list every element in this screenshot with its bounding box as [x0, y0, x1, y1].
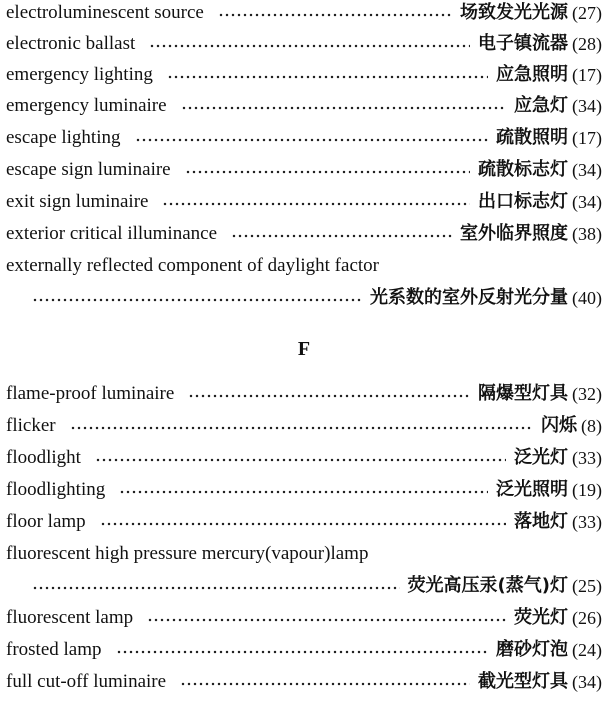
entry-chinese: 磨砂灯泡: [496, 639, 568, 660]
dot-leader: [185, 170, 470, 174]
entry-page: (32): [572, 384, 602, 404]
dot-leader: [147, 618, 506, 622]
dot-leader: [149, 44, 470, 48]
dot-leader: [95, 458, 506, 462]
entry-term: flame-proof luminaire: [6, 383, 175, 404]
dot-leader: [32, 298, 362, 302]
entry-page: (34): [572, 96, 602, 116]
entry-page: (33): [572, 512, 602, 532]
entry-chinese: 室外临界照度: [460, 223, 568, 244]
entry-chinese: 荧光灯: [514, 607, 568, 628]
entry-term: exit sign luminaire: [6, 191, 149, 212]
entry-page: (34): [572, 160, 602, 180]
glossary-entry: [6, 381, 602, 407]
entry-chinese: 应急照明: [496, 64, 568, 85]
entry-page: (19): [572, 480, 602, 500]
entry-page: (17): [572, 128, 602, 148]
glossary-entry-continuation: [32, 285, 602, 311]
entry-page: (17): [572, 65, 602, 85]
glossary-entry-continuation: [32, 573, 602, 599]
entry-chinese: 截光型灯具: [478, 671, 568, 692]
dot-leader: [32, 586, 400, 590]
glossary-entry: [6, 189, 602, 215]
entry-term: escape sign luminaire: [6, 159, 171, 180]
glossary-entry: [6, 157, 602, 183]
dot-leader: [180, 682, 470, 686]
entry-page: (28): [572, 34, 602, 54]
glossary-entry: [6, 0, 602, 26]
dot-leader: [167, 75, 488, 79]
entry-term: fluorescent high pressure mercury(vapour)lamp: [6, 543, 369, 564]
entry-page: (38): [572, 224, 602, 244]
dot-leader: [162, 202, 470, 206]
dot-leader: [218, 13, 452, 17]
entry-page: (34): [572, 192, 602, 212]
entry-page: (33): [572, 448, 602, 468]
entry-chinese: 出口标志灯: [478, 191, 568, 212]
glossary-entry: [6, 669, 602, 695]
dot-leader: [100, 522, 506, 526]
glossary-entry: [6, 31, 602, 57]
entry-term: frosted lamp: [6, 639, 102, 660]
dot-leader: [188, 394, 470, 398]
entry-term: electroluminescent source: [6, 2, 204, 23]
entry-term: floodlighting: [6, 479, 106, 500]
entry-chinese: 闪烁: [541, 415, 577, 436]
dot-leader: [181, 106, 506, 110]
entry-term: escape lighting: [6, 127, 121, 148]
entry-chinese: 疏散标志灯: [478, 159, 568, 180]
glossary-entry: [6, 605, 602, 631]
entry-page: (24): [572, 640, 602, 660]
glossary-entry: [6, 477, 602, 503]
glossary-entry: [6, 221, 602, 247]
entry-chinese: 荧光高压汞(蒸气)灯: [407, 575, 568, 596]
dot-leader: [231, 234, 452, 238]
entry-term: floor lamp: [6, 511, 86, 532]
entry-term: flicker: [6, 415, 56, 436]
glossary-entry: [6, 125, 602, 151]
entry-chinese: 场致发光光源: [460, 2, 568, 23]
section-heading: F: [297, 338, 311, 360]
dot-leader: [119, 490, 488, 494]
entry-term: emergency luminaire: [6, 95, 167, 116]
entry-term: floodlight: [6, 447, 81, 468]
entry-term: emergency lighting: [6, 64, 153, 85]
glossary-entry: [6, 62, 602, 88]
entry-page: (40): [572, 288, 602, 308]
entry-chinese: 应急灯: [514, 95, 568, 116]
entry-term: exterior critical illuminance: [6, 223, 218, 244]
entry-page: (26): [572, 608, 602, 628]
entry-page: (25): [572, 576, 602, 596]
entry-chinese: 疏散照明: [496, 127, 568, 148]
entry-page: (8): [581, 416, 602, 436]
glossary-entry: [6, 445, 602, 471]
entry-page: (34): [572, 672, 602, 692]
dot-leader: [70, 426, 533, 430]
dot-leader: [135, 138, 489, 142]
entry-chinese: 光系数的室外反射光分量: [370, 287, 568, 308]
glossary-entry: [6, 509, 602, 535]
entry-term: full cut-off luminaire: [6, 671, 167, 692]
glossary-entry: [6, 637, 602, 663]
entry-chinese: 落地灯: [514, 511, 568, 532]
entry-chinese: 电子镇流器: [478, 33, 568, 54]
glossary-entry: [6, 93, 602, 119]
entry-page: (27): [572, 3, 602, 23]
entry-chinese: 泛光灯: [514, 447, 568, 468]
glossary-entry: [6, 413, 602, 439]
entry-chinese: 隔爆型灯具: [478, 383, 568, 404]
entry-chinese: 泛光照明: [496, 479, 568, 500]
entry-term: fluorescent lamp: [6, 607, 134, 628]
entry-term: externally reflected component of daylight factor: [6, 255, 379, 276]
dot-leader: [116, 650, 488, 654]
entry-term: electronic ballast: [6, 33, 136, 54]
